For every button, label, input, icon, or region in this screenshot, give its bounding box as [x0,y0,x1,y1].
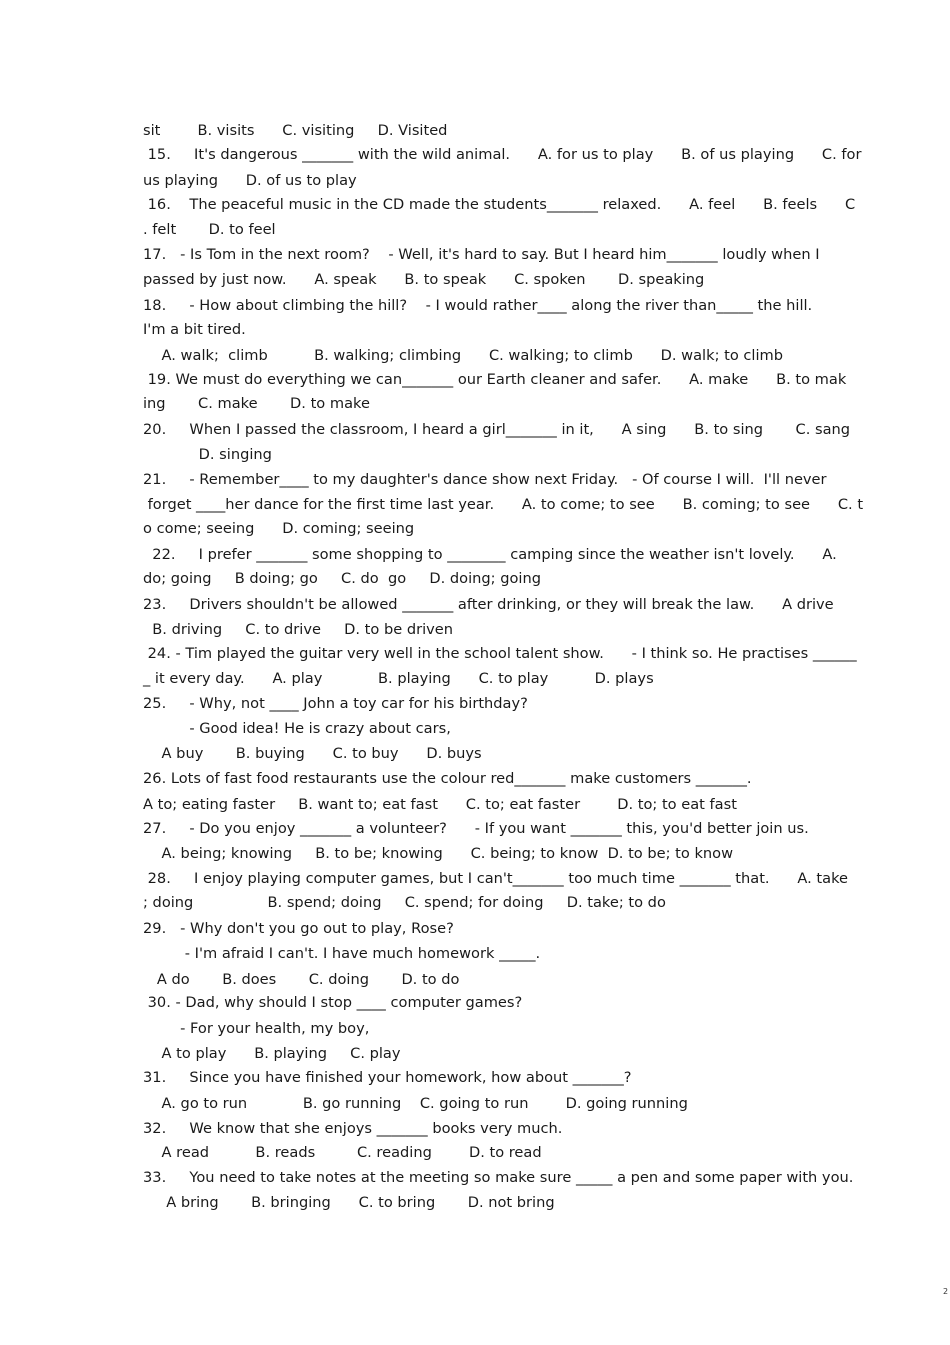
text-line: sit B. visits C. visiting D. Visited [143,122,448,139]
answer-options: B. driving C. to drive D. to be driven [143,621,454,638]
question-16: 16. The peaceful music in the CD made the students_______ relaxed. A. feel B. feels C [143,196,856,213]
answer-options: A read B. reads C. reading D. to read [143,1144,542,1161]
question-30: 30. - Dad, why should I stop ____ computer games? [143,994,523,1011]
answer-options: A. walk; climb B. walking; climbing C. walking; to climb D. walk; to climb [143,347,784,364]
answer-options: A to play B. playing C. play [143,1045,401,1062]
question-15: 15. It's dangerous _______ with the wild animal. A. for us to play B. of us playing C. for [143,146,862,163]
question-28: 28. I enjoy playing computer games, but I can't_______ too much time _______ that. A. take [143,870,848,887]
text-line: I'm a bit tired. [143,321,246,338]
question-32: 32. We know that she enjoys _______ books very much. [143,1120,563,1137]
answer-options: A bring B. bringing C. to bring D. not bring [143,1194,555,1211]
text-line: - Good idea! He is crazy about cars, [143,720,451,737]
text-line: us playing D. of us to play [143,172,357,189]
answer-options: A buy B. buying C. to buy D. buys [143,745,482,762]
question-31: 31. Since you have finished your homework, how about _______? [143,1069,632,1086]
text-line: _ it every day. A. play B. playing C. to play D. plays [143,670,654,687]
page-number: 2 [943,1287,949,1296]
text-line: forget ____her dance for the first time last year. A. to come; to see B. coming; to see C. t [143,496,864,513]
question-17: 17. - Is Tom in the next room? - Well, it's hard to say. But I heard him_______ loudly when I [143,246,820,263]
text-line: - I'm afraid I can't. I have much homework _____. [143,945,541,962]
question-27: 27. - Do you enjoy _______ a volunteer? - If you want _______ this, you'd better join us. [143,820,809,837]
question-18: 18. - How about climbing the hill? - I would rather____ along the river than_____ the hill. [143,297,813,314]
question-20: 20. When I passed the classroom, I heard a girl_______ in it, A sing B. to sing C. sang [143,421,851,438]
question-23: 23. Drivers shouldn't be allowed _______ after drinking, or they will break the law. A drive [143,596,834,613]
text-line: do; going B doing; go C. do go D. doing; going [143,570,541,587]
question-25: 25. - Why, not ____ John a toy car for his birthday? [143,695,528,712]
question-22: 22. I prefer _______ some shopping to ________ camping since the weather isn't lovely. A. [143,546,837,563]
question-26: 26. Lots of fast food restaurants use the colour red_______ make customers _______. [143,770,752,787]
question-24: 24. - Tim played the guitar very well in the school talent show. - I think so. He practises ______ [143,645,857,662]
text-line: - For your health, my boy, [143,1020,370,1037]
answer-options: A do B. does C. doing D. to do [143,971,460,988]
question-29: 29. - Why don't you go out to play, Rose? [143,920,454,937]
answer-options: A. go to run B. go running C. going to run D. going running [143,1095,688,1112]
text-line: . felt D. to feel [143,221,276,238]
question-19: 19. We must do everything we can_______ our Earth cleaner and safer. A. make B. to mak [143,371,847,388]
answer-options: A to; eating faster B. want to; eat fast C. to; eat faster D. to; to eat fast [143,796,737,813]
question-21: 21. - Remember____ to my daughter's dance show next Friday. - Of course I will. I'll never [143,471,827,488]
answer-options: A. being; knowing B. to be; knowing C. being; to know D. to be; to know [143,845,734,862]
text-line: passed by just now. A. speak B. to speak C. spoken D. speaking [143,271,705,288]
text-line: o come; seeing D. coming; seeing [143,520,415,537]
text-line: ing C. make D. to make [143,395,370,412]
question-33: 33. You need to take notes at the meeting so make sure _____ a pen and some paper with you. [143,1169,854,1186]
text-line: ; doing B. spend; doing C. spend; for doing D. take; to do [143,894,666,911]
text-line: D. singing [143,446,272,463]
